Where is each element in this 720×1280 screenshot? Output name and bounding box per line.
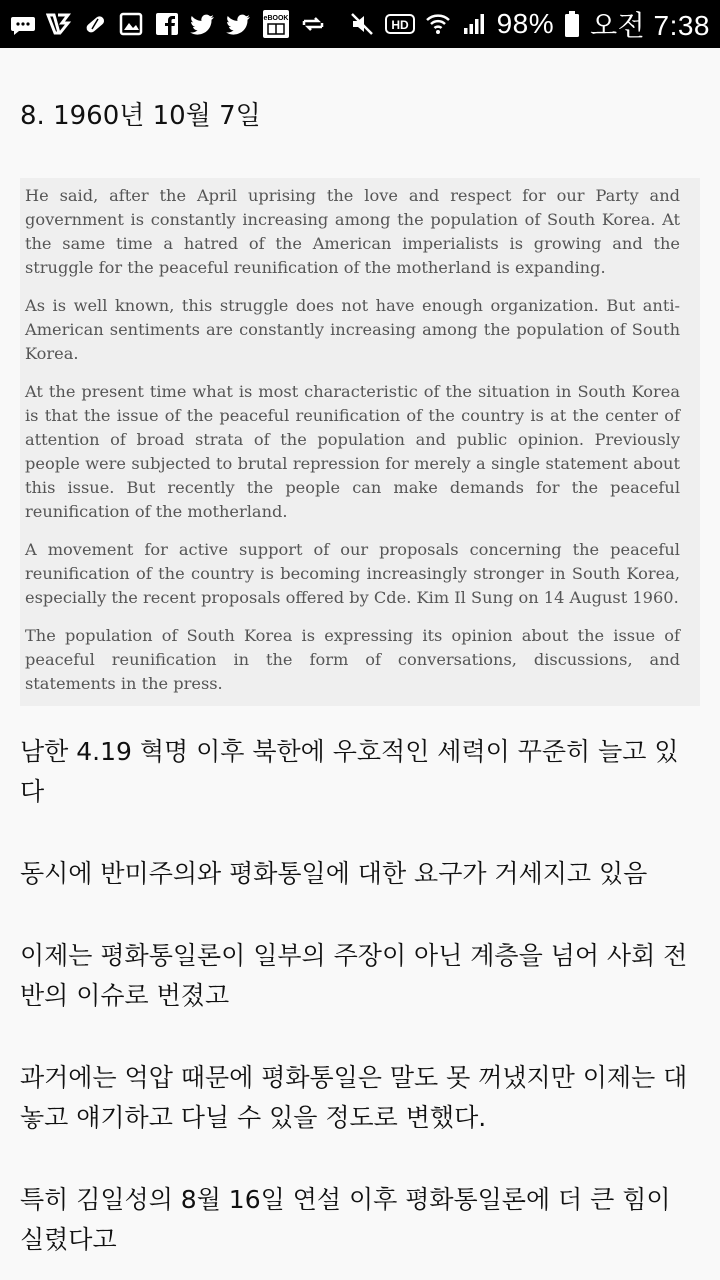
- commentary-paragraph: 과거에는 억압 때문에 평화통일은 말도 못 꺼냈지만 이제는 대놓고 얘기하고 다닐 수 있을 정도로 변했다.: [20, 1063, 688, 1132]
- twitter-icon: [226, 11, 252, 37]
- battery-percentage: 98%: [496, 8, 555, 39]
- quote-paragraph: He said, after the April uprising the love and respect for our Party and government is constantly increasing among the population of South Korea. At the same time a hatred of the American imperialists is growing and the struggle for the peaceful reunification of the motherland is expanding.: [25, 186, 680, 277]
- image-icon: [118, 11, 144, 37]
- post-content: [0, 100, 720, 1260]
- battery-icon: [564, 11, 580, 37]
- ebook-label: eBOOK: [263, 15, 289, 22]
- commentary-paragraph: 동시에 반미주의와 평화통일에 대한 요구가 거세지고 있음: [20, 859, 648, 888]
- facebook-icon: [154, 11, 180, 37]
- ebook-icon: [262, 9, 290, 39]
- notification-icons: [10, 9, 326, 39]
- commentary: [20, 732, 700, 1260]
- sync-icon: [300, 11, 326, 37]
- status-bar: [0, 0, 720, 48]
- wifi-icon: [425, 11, 451, 37]
- post-heading: 8. 1960년 10월 7일: [20, 101, 261, 131]
- quote-paragraph: As is well known, this struggle does not have enough organization. But anti-American sentiments are constantly increasing among the population of South Korea.: [25, 296, 680, 363]
- signal-icon: [461, 11, 487, 37]
- hd-icon: [385, 11, 415, 37]
- quote-paragraph: A movement for active support of our proposals concerning the peaceful reunification of the country is becoming increasingly stronger in South Korea, especially the recent proposals offered by Cde. Kim Il Sung on 14 August 1960.: [25, 540, 680, 607]
- mute-icon: [349, 11, 375, 37]
- commentary-paragraph: 이제는 평화통일론이 일부의 주장이 아닌 계층을 넘어 사회 전반의 이슈로 번졌고: [20, 941, 688, 1010]
- pill-icon: [82, 11, 108, 37]
- commentary-paragraph: 남한 4.19 혁명 이후 북한에 우호적인 세력이 꾸준히 늘고 있다: [20, 737, 679, 806]
- clock: 오전 7:38: [590, 10, 710, 41]
- twitter-icon: [190, 11, 216, 37]
- quoted-document-excerpt: [20, 178, 700, 706]
- commentary-paragraph: 특히 김일성의 8월 16일 연설 이후 평화통일론에 더 큰 힘이 실렸다고: [20, 1185, 671, 1254]
- quote-paragraph: The population of South Korea is expressing its opinion about the issue of peaceful reunification in the form of conversations, discussions, and statements in the press.: [25, 626, 680, 693]
- system-indicators: [349, 4, 710, 44]
- v3-app-icon: [46, 11, 72, 37]
- chat-bubble-icon: [10, 11, 36, 37]
- hd-label: HD: [390, 18, 409, 32]
- quote-paragraph: At the present time what is most characteristic of the situation in South Korea is that the issue of the peaceful reunification of the country is at the center of attention of broad strata of the population and public opinion. Previously people were subjected to brutal repression for merely a single statement about this issue. But recently the people can make demands for the peaceful reunification of the motherland.: [25, 382, 680, 521]
